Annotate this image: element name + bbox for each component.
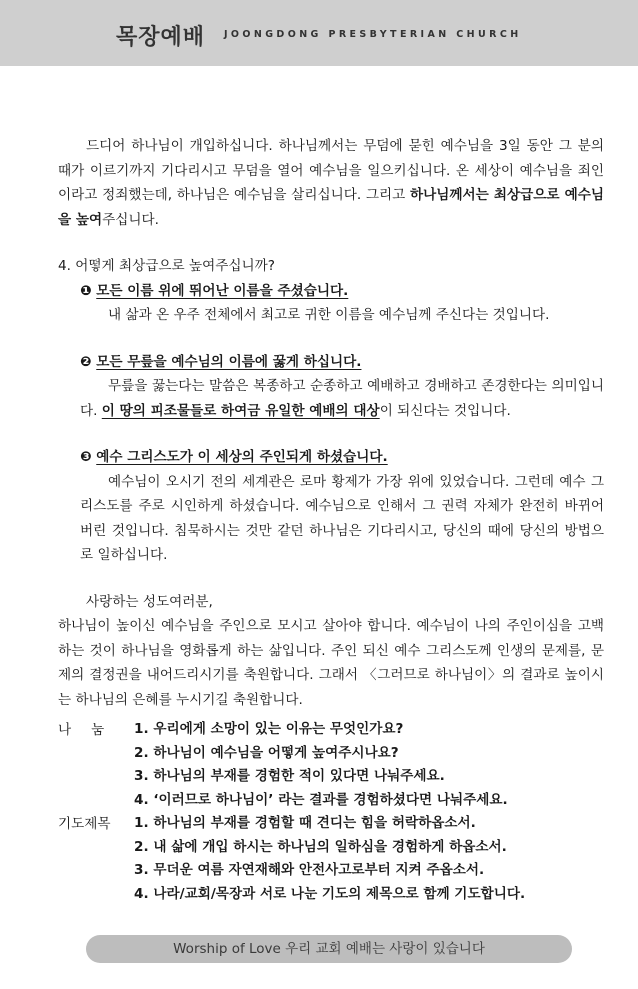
point-3-body (80, 470, 604, 568)
intro-emphasis: 하나님께서는 최상급으로 예수님을 높여 (58, 187, 604, 228)
point-2-marker: ❷ (80, 353, 92, 370)
closing-greeting: 사랑하는 성도여러분, (86, 593, 213, 610)
prayer-item: 2. 내 삶에 개입 하시는 하나님의 일하심을 경험하게 하옵소서. (134, 838, 507, 855)
point-2-body-emphasis: 이 땅의 피조물들로 하여금 유일한 예배의 대상 (101, 402, 380, 419)
footer-text: Worship of Love 우리 교회 예배는 사랑이 있습니다 (173, 941, 485, 957)
point-3-marker: ❸ (80, 449, 92, 465)
sharing-label: 나눔 (58, 722, 125, 738)
point-2-body-text: 무릎을 꿇는다는 말씀은 복종하고 순종하고 예배하고 경배하고 존경한다는 의미입니다. (80, 378, 604, 419)
closing-body: 하나님이 높이신 예수님을 주인으로 모시고 살아야 합니다. 예수님이 나의 주인이심을 고백하는 것이 하나님을 영화롭게 하는 삶입니다. 주인 되신 예수 그리스도께 인생의 문제를, 문제의 결정권을 내어드리시기를 축원합니다. 그래서 〈그러므로 하나님이〉의 결과로 높이시는 하나님의 은혜를 누시기길 축원합니다. (58, 618, 604, 708)
prayer-list (134, 812, 604, 906)
section-heading: 4. 어떻게 최상급으로 높여주십니까? (58, 258, 275, 274)
page-header (0, 0, 638, 66)
point-1-body-text: 내 삶과 온 우주 전체에서 최고로 귀한 이름을 예수님께 주신다는 것입니다. (108, 307, 550, 323)
point-2-body-tail: 이 되신다는 것입니다. (379, 402, 511, 419)
prayer-section (58, 812, 604, 906)
prayer-label: 기도제목 (58, 816, 111, 832)
point-2-title (80, 350, 604, 375)
point-1-body (80, 303, 604, 328)
point-1-marker: ❶ (80, 282, 92, 299)
intro-text-1: 드디어 하나님이 개입하십니다. 하나님께서는 무덤에 묻힌 예수님을 3일 동안 그 분의 때가 이르기까지 기다리시고 무덤을 열어 예수님을 일으키십니다. 온 세상이 예수님을 죄인이라고 정죄했는데, 하나님은 예수님을 살리십니다. 그리고 (58, 138, 604, 203)
sharing-section (58, 718, 604, 812)
sharing-item: 2. 하나님이 예수님을 어떻게 높여주시나요? (134, 744, 399, 761)
sharing-item: 1. 우리에게 소망이 있는 이유는 무엇인가요? (134, 721, 404, 737)
sharing-list (134, 718, 604, 812)
point-1-title-text: 모든 이름 위에 뛰어난 이름을 주셨습니다. (96, 282, 349, 299)
intro-paragraph (58, 134, 604, 232)
header-subtitle: JOONGDONG PRESBYTERIAN CHURCH (224, 29, 522, 40)
point-3-title-text: 예수 그리스도가 이 세상의 주인되게 하셨습니다. (96, 449, 388, 465)
prayer-item: 3. 무더운 여름 자연재해와 안전사고로부터 지켜 주옵소서. (134, 862, 485, 878)
sharing-item: 3. 하나님의 부재를 경험한 적이 있다면 나눠주세요. (134, 768, 445, 784)
point-1-title (80, 279, 604, 304)
header-title: 목장예배 (116, 25, 206, 50)
intro-text-2: 주십니다. (102, 211, 159, 228)
point-3-body-text: 예수님이 오시기 전의 세계관은 로마 황제가 가장 위에 있었습니다. 그런데 예수 그리스도를 주로 시인하게 하셨습니다. 예수님으로 인해서 그 권력 자체가 완전히 바뀌어 버린 것입니다. 침묵하시는 것만 같던 하나님은 기다리시고, 당신의 때에 당신의 방법으로 일하십니다. (80, 473, 604, 563)
sharing-item: 4. ‘이러므로 하나님이’ 라는 결과를 경험하셨다면 나눠주세요. (134, 791, 508, 808)
main-content (58, 134, 604, 906)
prayer-item: 1. 하나님의 부재를 경험할 때 견디는 힘을 허락하옵소서. (134, 815, 476, 831)
footer-banner (86, 935, 572, 963)
prayer-item: 4. 나라/교회/목장과 서로 나눈 기도의 제목으로 함께 기도합니다. (134, 885, 526, 902)
point-2-body (80, 374, 604, 423)
point-2-title-text: 모든 무릎을 예수님의 이름에 꿇게 하십니다. (96, 353, 362, 370)
point-3-title (80, 445, 604, 470)
